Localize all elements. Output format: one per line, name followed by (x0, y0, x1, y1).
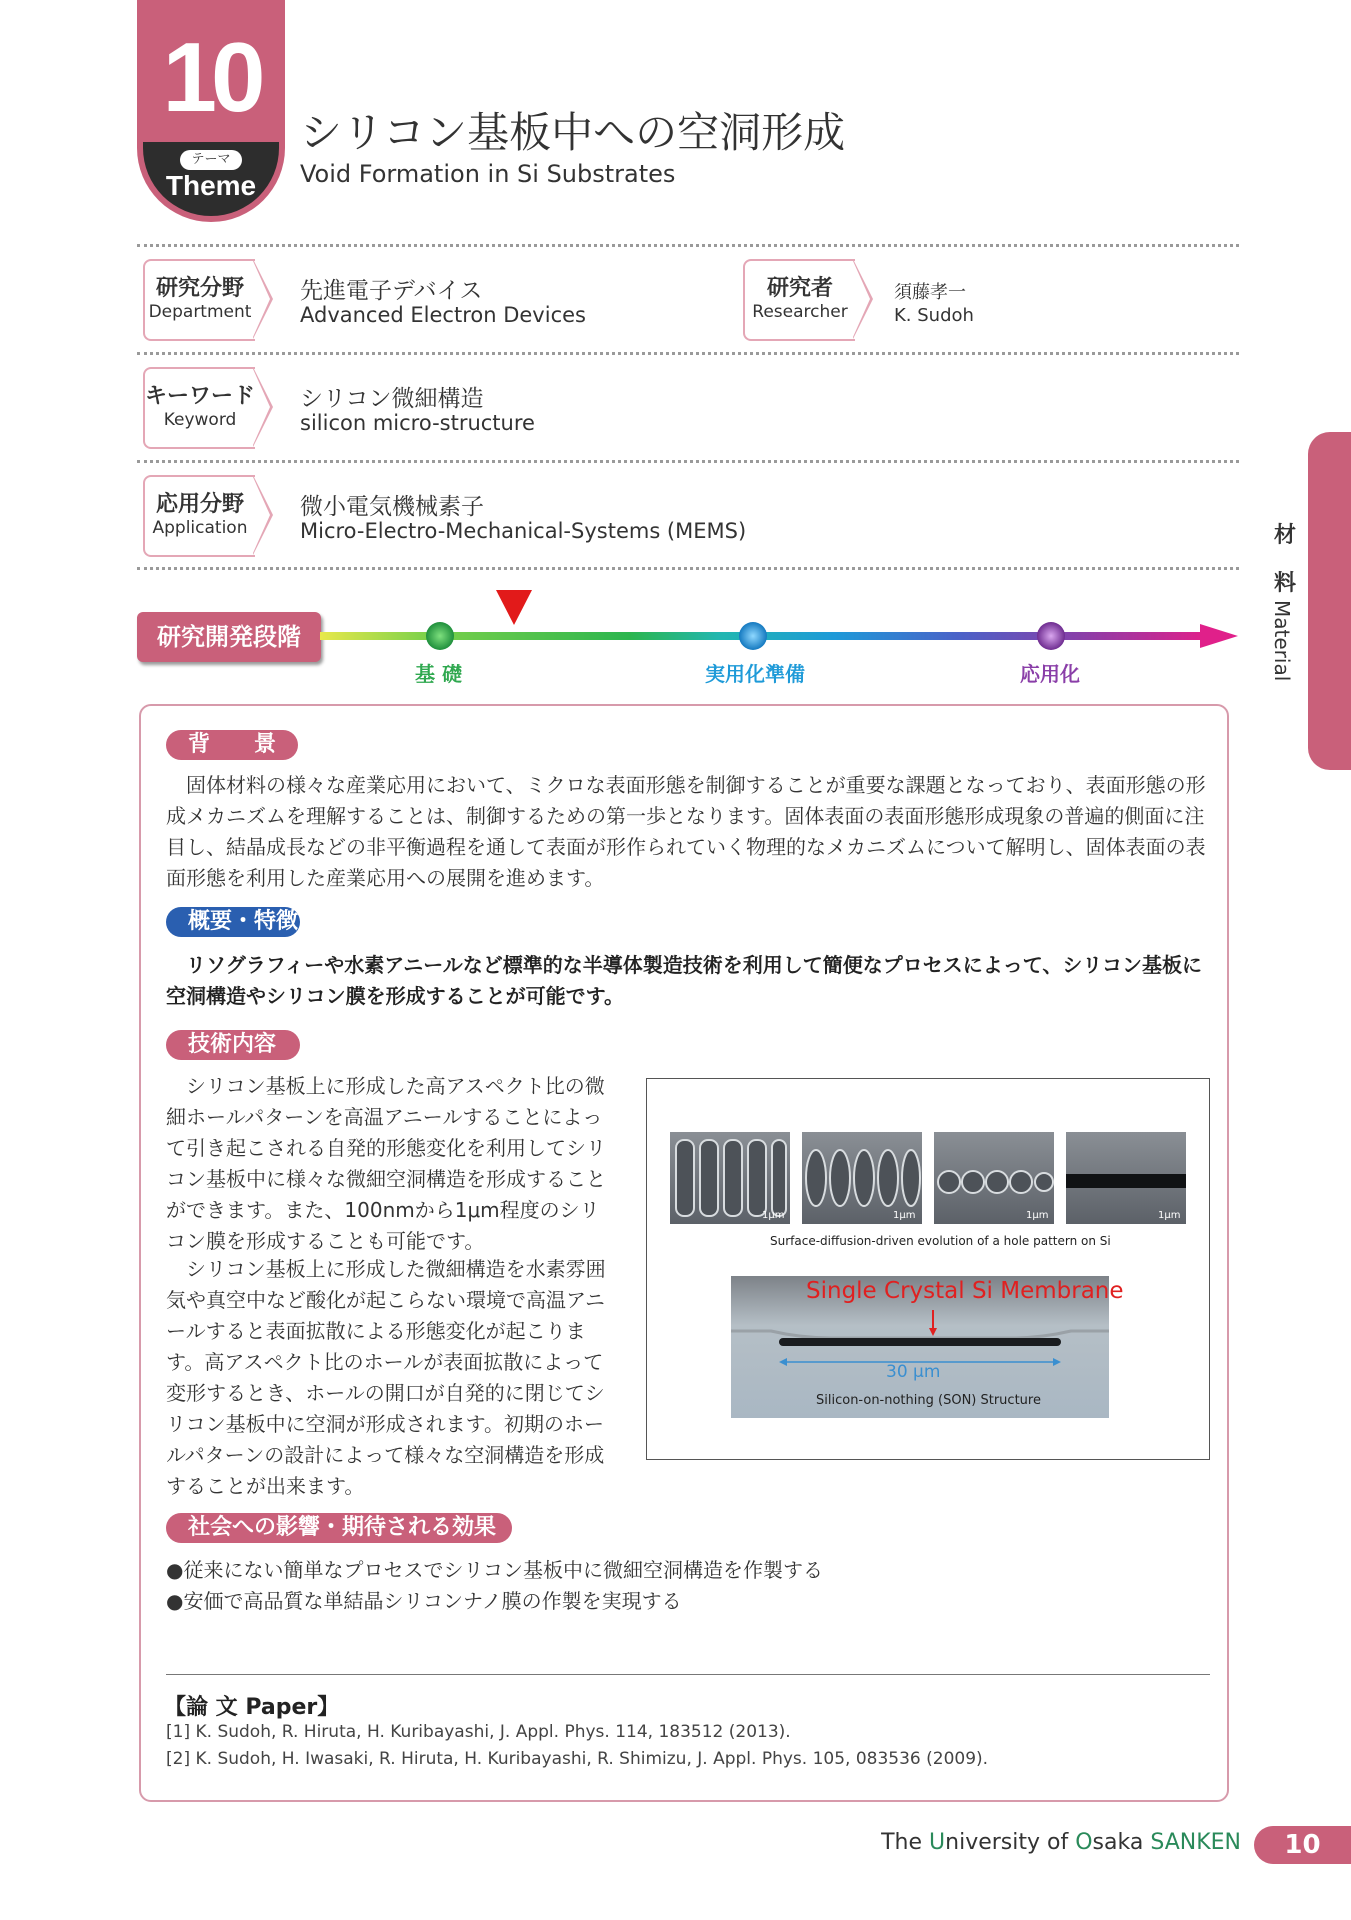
technology-text-2: シリコン基板上に形成した微細構造を水素雰囲気や真空中など酸化が起こらない環境で高温アニールすると表面拡散による形態変化が起こります。高アスペクト比のホールが表面拡散によって変形するとき、ホールの開口が自発的に閉じてシリコン基板中に空洞が形成されます。初期のホールパターンの設計によって様々な空洞構造を形成することが出来ます。 (166, 1257, 606, 1498)
theme-tema-label: テーマ (180, 150, 242, 170)
page-title-jp: シリコン基板中への空洞形成 (300, 108, 846, 157)
application-tag (143, 475, 255, 557)
department-label-jp: 研究分野 (155, 276, 244, 301)
section-heading-overview: 概要・特徴 (166, 907, 300, 937)
footer-org-the: The (881, 1830, 930, 1855)
footer-organization (881, 1830, 1241, 1855)
keyword-label-en: Keyword (163, 410, 237, 430)
technology-text-1: シリコン基板上に形成した高アスペクト比の微細ホールパターンを高温アニールすることによって引き起こされる自発的形態変化を利用してシリコン基板中に様々な微細空洞構造を形成することができます。また、100nmから1μm程度のシリコン膜を形成することも可能です。 (166, 1074, 606, 1253)
divider (137, 352, 1239, 355)
stage-point-basic (426, 622, 454, 650)
footer-org-sanken: SANKEN (1150, 1830, 1241, 1855)
keyword-value-en: silicon micro-structure (300, 411, 535, 435)
scale-label-4: 1μm (1158, 1210, 1181, 1221)
application-tag-arrow-fill (253, 477, 270, 553)
papers-heading: 【論 文 Paper】 (164, 1695, 340, 1720)
department-value-jp: 先進電子デバイス (300, 278, 483, 304)
researcher-tag-arrow-fill (853, 261, 870, 337)
department-tag (143, 259, 255, 341)
researcher-tag (743, 259, 855, 341)
figure-caption-2: Silicon-on-nothing (SON) Structure (816, 1393, 1041, 1408)
section-heading-background: 背 景 (166, 730, 298, 760)
department-value-en: Advanced Electron Devices (300, 303, 586, 327)
stage-point-practical (739, 622, 767, 650)
side-label-jp-2: 料 (1274, 571, 1297, 596)
membrane-label: Single Crystal Si Membrane (806, 1278, 1124, 1304)
department-tag-arrow-fill (253, 261, 270, 337)
divider (137, 567, 1239, 570)
stage-label: 研究開発段階 (137, 612, 321, 662)
page-title-en: Void Formation in Si Substrates (300, 160, 676, 188)
page-number: 10 (1254, 1826, 1351, 1864)
son-cavity (779, 1338, 1061, 1346)
application-value-en: Micro-Electro-Mechanical-Systems (MEMS) (300, 519, 747, 543)
stage-current-marker (496, 590, 532, 625)
sem-image-row (670, 1132, 1190, 1232)
paper-item-1: [1] K. Sudoh, R. Hiruta, H. Kuribayashi, J. Appl. Phys. 114, 183512 (2013). (166, 1722, 791, 1742)
theme-label: Theme (165, 170, 257, 201)
papers-divider (166, 1674, 1210, 1675)
footer-org-mid2: saka (1092, 1830, 1151, 1855)
divider (137, 460, 1239, 463)
footer-org-o: O (1075, 1830, 1093, 1855)
footer-org-mid1: niversity of (945, 1830, 1076, 1855)
background-text: 固体材料の様々な産業応用において、ミクロな表面形態を制御することが重要な課題となっており、表面形態の形成メカニズムを理解することは、制御するための第一歩となります。固体表面の表面形態形成現象の普遍的側面に注目し、結晶成長などの非平衡過程を通して表面が形作られていく物理的なメカニズムについて解明し、固体表面の表面形態を利用した産業応用への展開を進めます。 (166, 773, 1206, 890)
divider (137, 244, 1239, 247)
keyword-tag (143, 367, 255, 449)
scale-label-1: 1μm (762, 1210, 785, 1221)
keyword-value-jp: シリコン微細構造 (300, 386, 484, 412)
application-label-jp: 応用分野 (155, 492, 244, 517)
sem-cavity-layer (1066, 1174, 1186, 1188)
stage-label-application: 応用化 (1020, 662, 1080, 686)
theme-number: 10 (162, 22, 260, 132)
stage-label-basic: 基 礎 (415, 662, 462, 686)
side-label-jp-1: 材 (1274, 523, 1297, 548)
impact-item-1: ●従来にない簡単なプロセスでシリコン基板中に微細空洞構造を作製する (166, 1558, 824, 1582)
stage-arrow-head (1200, 624, 1238, 648)
stage-point-application (1037, 622, 1065, 650)
side-label-en: Material (1270, 600, 1294, 682)
application-value-jp: 微小電気機械素子 (300, 494, 484, 520)
researcher-label-en: Researcher (752, 302, 848, 322)
researcher-value-jp: 須藤孝一 (894, 282, 966, 303)
paper-item-2: [2] K. Sudoh, H. Iwasaki, R. Hiruta, H. Kuribayashi, R. Shimizu, J. Appl. Phys. 105, 083536 (2009). (166, 1749, 989, 1769)
section-heading-technology: 技術内容 (166, 1030, 300, 1060)
category-side-tab (1308, 432, 1351, 770)
overview-text: リソグラフィーや水素アニールなど標準的な半導体製造技術を利用して簡便なプロセスによって、シリコン基板に空洞構造やシリコン膜を形成することが可能です。 (166, 953, 1202, 1008)
researcher-value-en: K. Sudoh (894, 305, 974, 326)
stage-label-practical: 実用化準備 (705, 662, 805, 686)
impact-item-2: ●安価で高品質な単結晶シリコンナノ膜の作製を実現する (166, 1589, 682, 1613)
keyword-label-jp: キーワード (145, 384, 256, 409)
section-heading-impact: 社会への影響・期待される効果 (166, 1513, 512, 1543)
scale-label-2: 1μm (893, 1210, 916, 1221)
application-label-en: Application (152, 518, 248, 538)
scale-label-3: 1μm (1026, 1210, 1049, 1221)
width-label: 30 μm (886, 1362, 941, 1382)
figure-caption-1: Surface-diffusion-driven evolution of a hole pattern on Si (770, 1234, 1111, 1248)
department-label-en: Department (148, 302, 252, 322)
keyword-tag-arrow-fill (253, 369, 270, 445)
researcher-label-jp: 研究者 (766, 276, 833, 301)
footer-org-u: U (929, 1830, 946, 1855)
